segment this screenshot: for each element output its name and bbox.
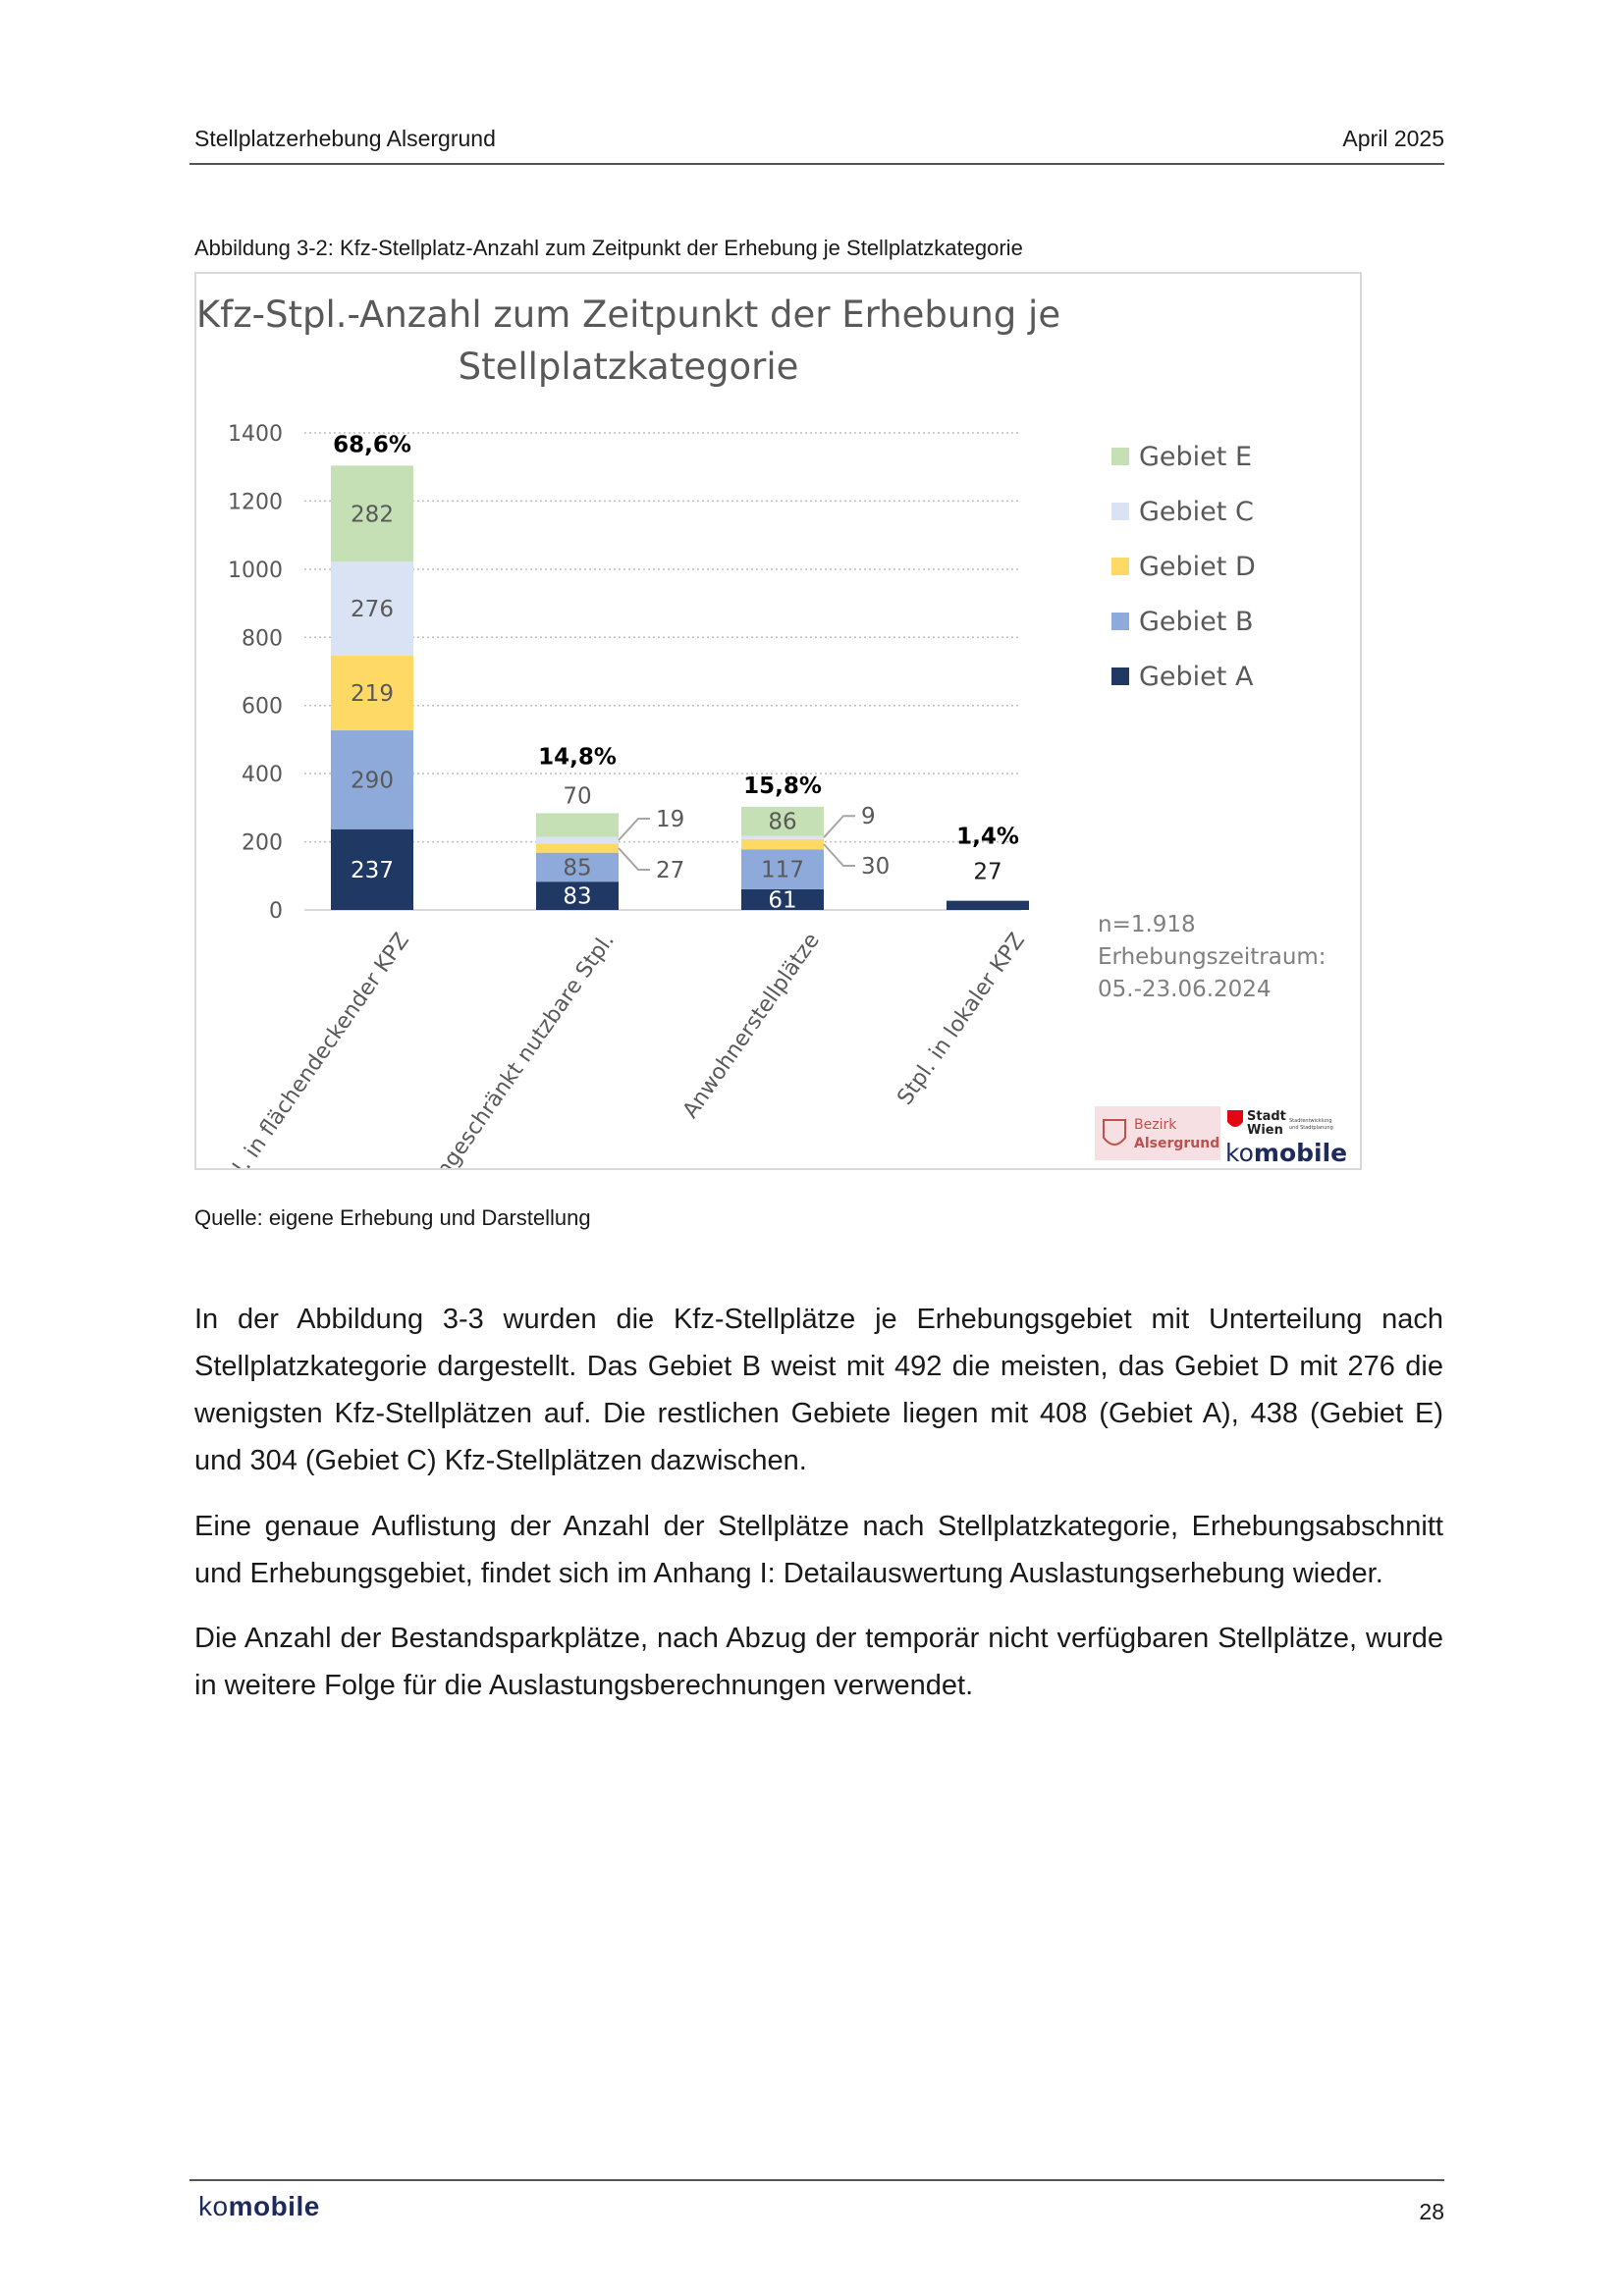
logo-ko: ko (1225, 1139, 1254, 1167)
percent-label: 14,8% (538, 744, 617, 771)
logo-mobile: mobile (1253, 1139, 1348, 1167)
bar-segment (947, 901, 1029, 910)
callout-label: 9 (861, 804, 876, 830)
bar-value-label: 290 (351, 768, 394, 794)
bar-value-label: 85 (563, 855, 592, 881)
stacked-bar-chart (196, 274, 1360, 1168)
logo-stadt-sub1: Stadtentwicklung (1289, 1118, 1332, 1124)
header-title: Stellplatzerhebung Alsergrund (194, 126, 496, 151)
x-category-label: Anwohnerstellplätze (677, 929, 825, 1123)
bar-value-label: 219 (351, 681, 394, 708)
header-date: April 2025 (1342, 126, 1444, 151)
header-divider (189, 163, 1444, 165)
logo-komobile-chart (1225, 1139, 1347, 1167)
body-paragraph-3: Die Anzahl der Bestandsparkplätze, nach Abzug der temporär nicht verfügbaren Stellplätze, wurde in weitere Folge für die Auslastungsberechnungen verwendet. (194, 1623, 1443, 1701)
footer-divider (189, 2179, 1444, 2181)
callout-label: 27 (656, 857, 685, 883)
callout-label: 19 (656, 807, 685, 833)
legend-label: Gebiet A (1139, 662, 1254, 692)
note-period-label: Erhebungszeitraum: (1098, 944, 1326, 970)
y-tick-label: 200 (242, 830, 283, 856)
bar-segment (741, 839, 824, 849)
legend-swatch (1111, 558, 1129, 575)
chart-title-line2: Stellplatzkategorie (458, 346, 799, 388)
footer-logo (198, 2191, 320, 2222)
chart-note (1098, 912, 1326, 1002)
callout-label: 30 (861, 854, 891, 881)
legend-label: Gebiet C (1139, 497, 1254, 527)
bar-value-label: 282 (351, 502, 394, 528)
x-category-label: eingeschränkt nutzbare Stpl. (420, 929, 620, 1168)
logo-stadt-line2: Wien (1247, 1123, 1283, 1138)
x-category-label: Stpl. in flächendeckender KPZ (208, 929, 414, 1168)
note-n: n=1.918 (1098, 912, 1196, 937)
logo-stadt-sub2: und Stadtplanung (1289, 1125, 1333, 1131)
percent-label: 68,6% (333, 432, 411, 458)
bar-value-label: 276 (351, 597, 394, 623)
figure-caption: Abbildung 3-2: Kfz-Stellplatz-Anzahl zum Zeitpunkt der Erhebung je Stellplatzkategorie (194, 236, 1023, 260)
y-tick-label: 600 (242, 694, 283, 720)
bar-value-label: 237 (351, 857, 394, 883)
y-tick-label: 800 (242, 626, 283, 652)
footer-logo-mobile: mobile (228, 2191, 320, 2221)
bar-segment (536, 813, 619, 836)
legend-swatch (1111, 667, 1129, 685)
y-tick-label: 1000 (228, 558, 283, 583)
callout-leader (824, 816, 855, 837)
callout-leader (619, 819, 650, 840)
note-period-dates: 05.-23.06.2024 (1098, 977, 1272, 1002)
body-paragraph-1: In der Abbildung 3-3 wurden die Kfz-Stellplätze je Erhebungsgebiet mit Unterteilung nach Stellplatzkategorie dargestellt. Das Gebiet B weist mit 492 die meisten, das Gebiet D mit 276 die wenigsten Kfz-Stellplätzen auf. Die restlichen Gebiete liegen mit 408 (Gebiet A), 438 (Gebiet E) und 304 (Gebiet C) Kfz-Stellplätzen dazwischen. (194, 1304, 1443, 1476)
legend-label: Gebiet E (1139, 442, 1253, 472)
callout-leader (824, 844, 855, 866)
x-category-label: Stpl. in lokaler KPZ (893, 929, 1030, 1110)
bar-value-label: 27 (973, 859, 1002, 885)
bar-value-label: 70 (563, 783, 592, 810)
legend-swatch (1111, 503, 1129, 520)
bar-value-label: 83 (563, 883, 592, 910)
logo-bezirk-line1: Bezirk (1134, 1117, 1177, 1133)
bar-segment (536, 843, 619, 852)
bar-value-label: 61 (768, 887, 797, 914)
bar-segment (741, 836, 824, 839)
svg-text:komobile (1225, 1139, 1347, 1167)
y-tick-label: 400 (242, 763, 283, 788)
legend-swatch (1111, 613, 1129, 630)
legend-label: Gebiet D (1139, 552, 1256, 582)
chart-title-line1: Kfz-Stpl.-Anzahl zum Zeitpunkt der Erhebung je (196, 294, 1061, 336)
legend-swatch (1111, 448, 1129, 465)
logo-stadt-wien (1227, 1109, 1333, 1138)
y-tick-label: 0 (269, 899, 283, 924)
logo-stadt-line1: Stadt (1247, 1109, 1286, 1124)
page-number: 28 (1419, 2199, 1444, 2224)
chart-container (194, 272, 1362, 1170)
percent-label: 15,8% (743, 773, 822, 799)
bar-value-label: 86 (768, 809, 797, 835)
percent-label: 1,4% (956, 824, 1019, 850)
y-tick-label: 1200 (228, 490, 283, 515)
legend-label: Gebiet B (1139, 607, 1254, 637)
footer-logo-ko: ko (198, 2191, 229, 2221)
logo-bezirk-line2: Alsergrund (1134, 1136, 1220, 1151)
wien-shield-icon (1227, 1110, 1243, 1127)
figure-source: Quelle: eigene Erhebung und Darstellung (194, 1205, 591, 1230)
y-tick-label: 1400 (228, 422, 283, 447)
bar-segment (536, 837, 619, 844)
body-paragraph-2: Eine genaue Auflistung der Anzahl der Stellplätze nach Stellplatzkategorie, Erhebungsabschnitt und Erhebungsgebiet, findet sich im Anhang I: Detailauswertung Auslastungserhebung wieder. (194, 1511, 1443, 1589)
callout-leader (619, 848, 650, 870)
bar-value-label: 117 (761, 857, 804, 883)
logo-bezirk-alsergrund (1095, 1106, 1220, 1160)
